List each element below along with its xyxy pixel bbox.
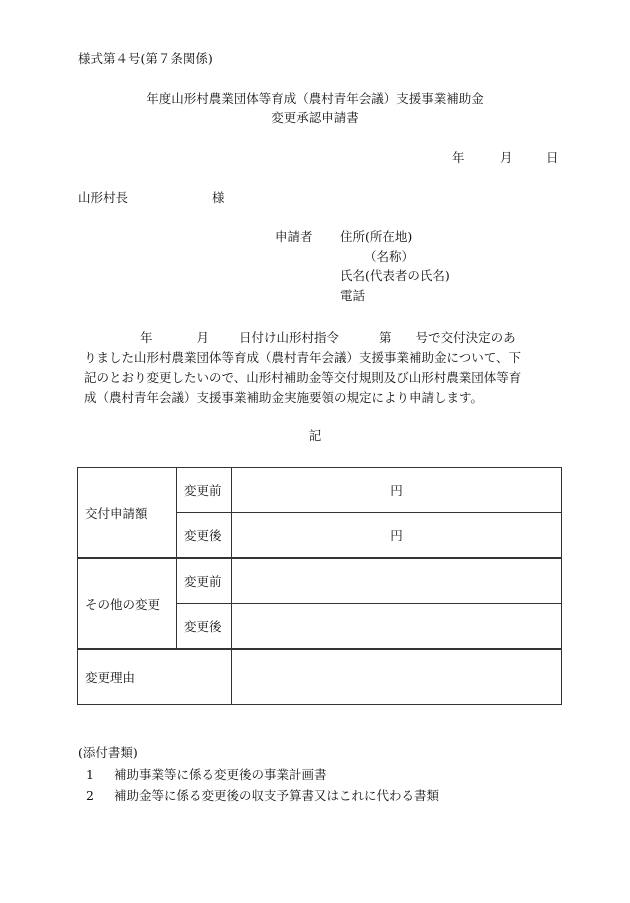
addressee: 山形村長 (78, 190, 129, 205)
attachment-number: 1 (86, 767, 94, 782)
grant-after-amount[interactable]: 円 (232, 513, 562, 559)
attachment-item (86, 767, 327, 783)
change-details-table (77, 467, 562, 705)
other-changes-label: その他の変更 (78, 558, 177, 649)
applicant-label: 申請者 (275, 229, 313, 244)
applicant-representative-label: 氏名(代表者の氏名) (340, 268, 450, 283)
body-year: 年 (140, 330, 153, 345)
body-line-2: りました山形村農業団体等育成（農村青年会議）支援事業補助金について、下 (84, 350, 522, 365)
grant-after-label: 変更後 (177, 513, 232, 559)
attachment-text: 補助金等に係る変更後の収支予算書又はこれに代わる書類 (114, 788, 440, 803)
body-month: 月 (196, 330, 210, 345)
body-line-3: 記のとおり変更したいので、山形村補助金等交付規則及び山形村農業団体等育 (84, 370, 522, 385)
other-after-label: 変更後 (177, 604, 232, 650)
body-go: 号で交付決定のあ (415, 330, 516, 345)
ki-heading: 記 (308, 428, 322, 443)
document-title: 年度山形村農業団体等育成（農村青年会議）支援事業補助金 (146, 91, 484, 106)
grant-before-amount[interactable]: 円 (232, 468, 562, 513)
reason-value[interactable] (232, 649, 562, 705)
honorific: 様 (212, 190, 225, 205)
date-day-label: 日 (546, 150, 559, 165)
reason-label: 変更理由 (78, 649, 232, 705)
grant-before-label: 変更前 (177, 468, 232, 513)
other-before-value[interactable] (232, 558, 562, 604)
form-number: 様式第４号(第７条関係) (78, 51, 213, 66)
applicant-name-org-label: （名称） (364, 249, 415, 264)
attachment-item (86, 788, 439, 804)
other-before-label: 変更前 (177, 558, 232, 604)
table-row (78, 649, 562, 705)
attachments-heading: (添付書類) (78, 745, 138, 760)
applicant-address-label: 住所(所在地) (340, 229, 413, 244)
date-year-label: 年 (452, 150, 465, 165)
table-row (78, 558, 562, 604)
body-dai: 第 (379, 330, 392, 345)
body-line-4: 成（農村青年会議）支援事業補助金実施要領の規定により申請します。 (84, 390, 484, 405)
application-body (84, 328, 564, 408)
body-line-1 (84, 328, 564, 348)
date-month-label: 月 (500, 150, 513, 165)
body-order: 日付け山形村指令 (239, 330, 340, 345)
attachment-number: 2 (86, 788, 94, 803)
table-row (78, 468, 562, 513)
other-after-value[interactable] (232, 604, 562, 650)
grant-amount-label: 交付申請額 (78, 468, 177, 559)
document-subtitle: 変更承認申請書 (271, 110, 359, 125)
attachment-text: 補助事業等に係る変更後の事業計画書 (114, 767, 327, 782)
applicant-phone-label: 電話 (340, 288, 366, 303)
